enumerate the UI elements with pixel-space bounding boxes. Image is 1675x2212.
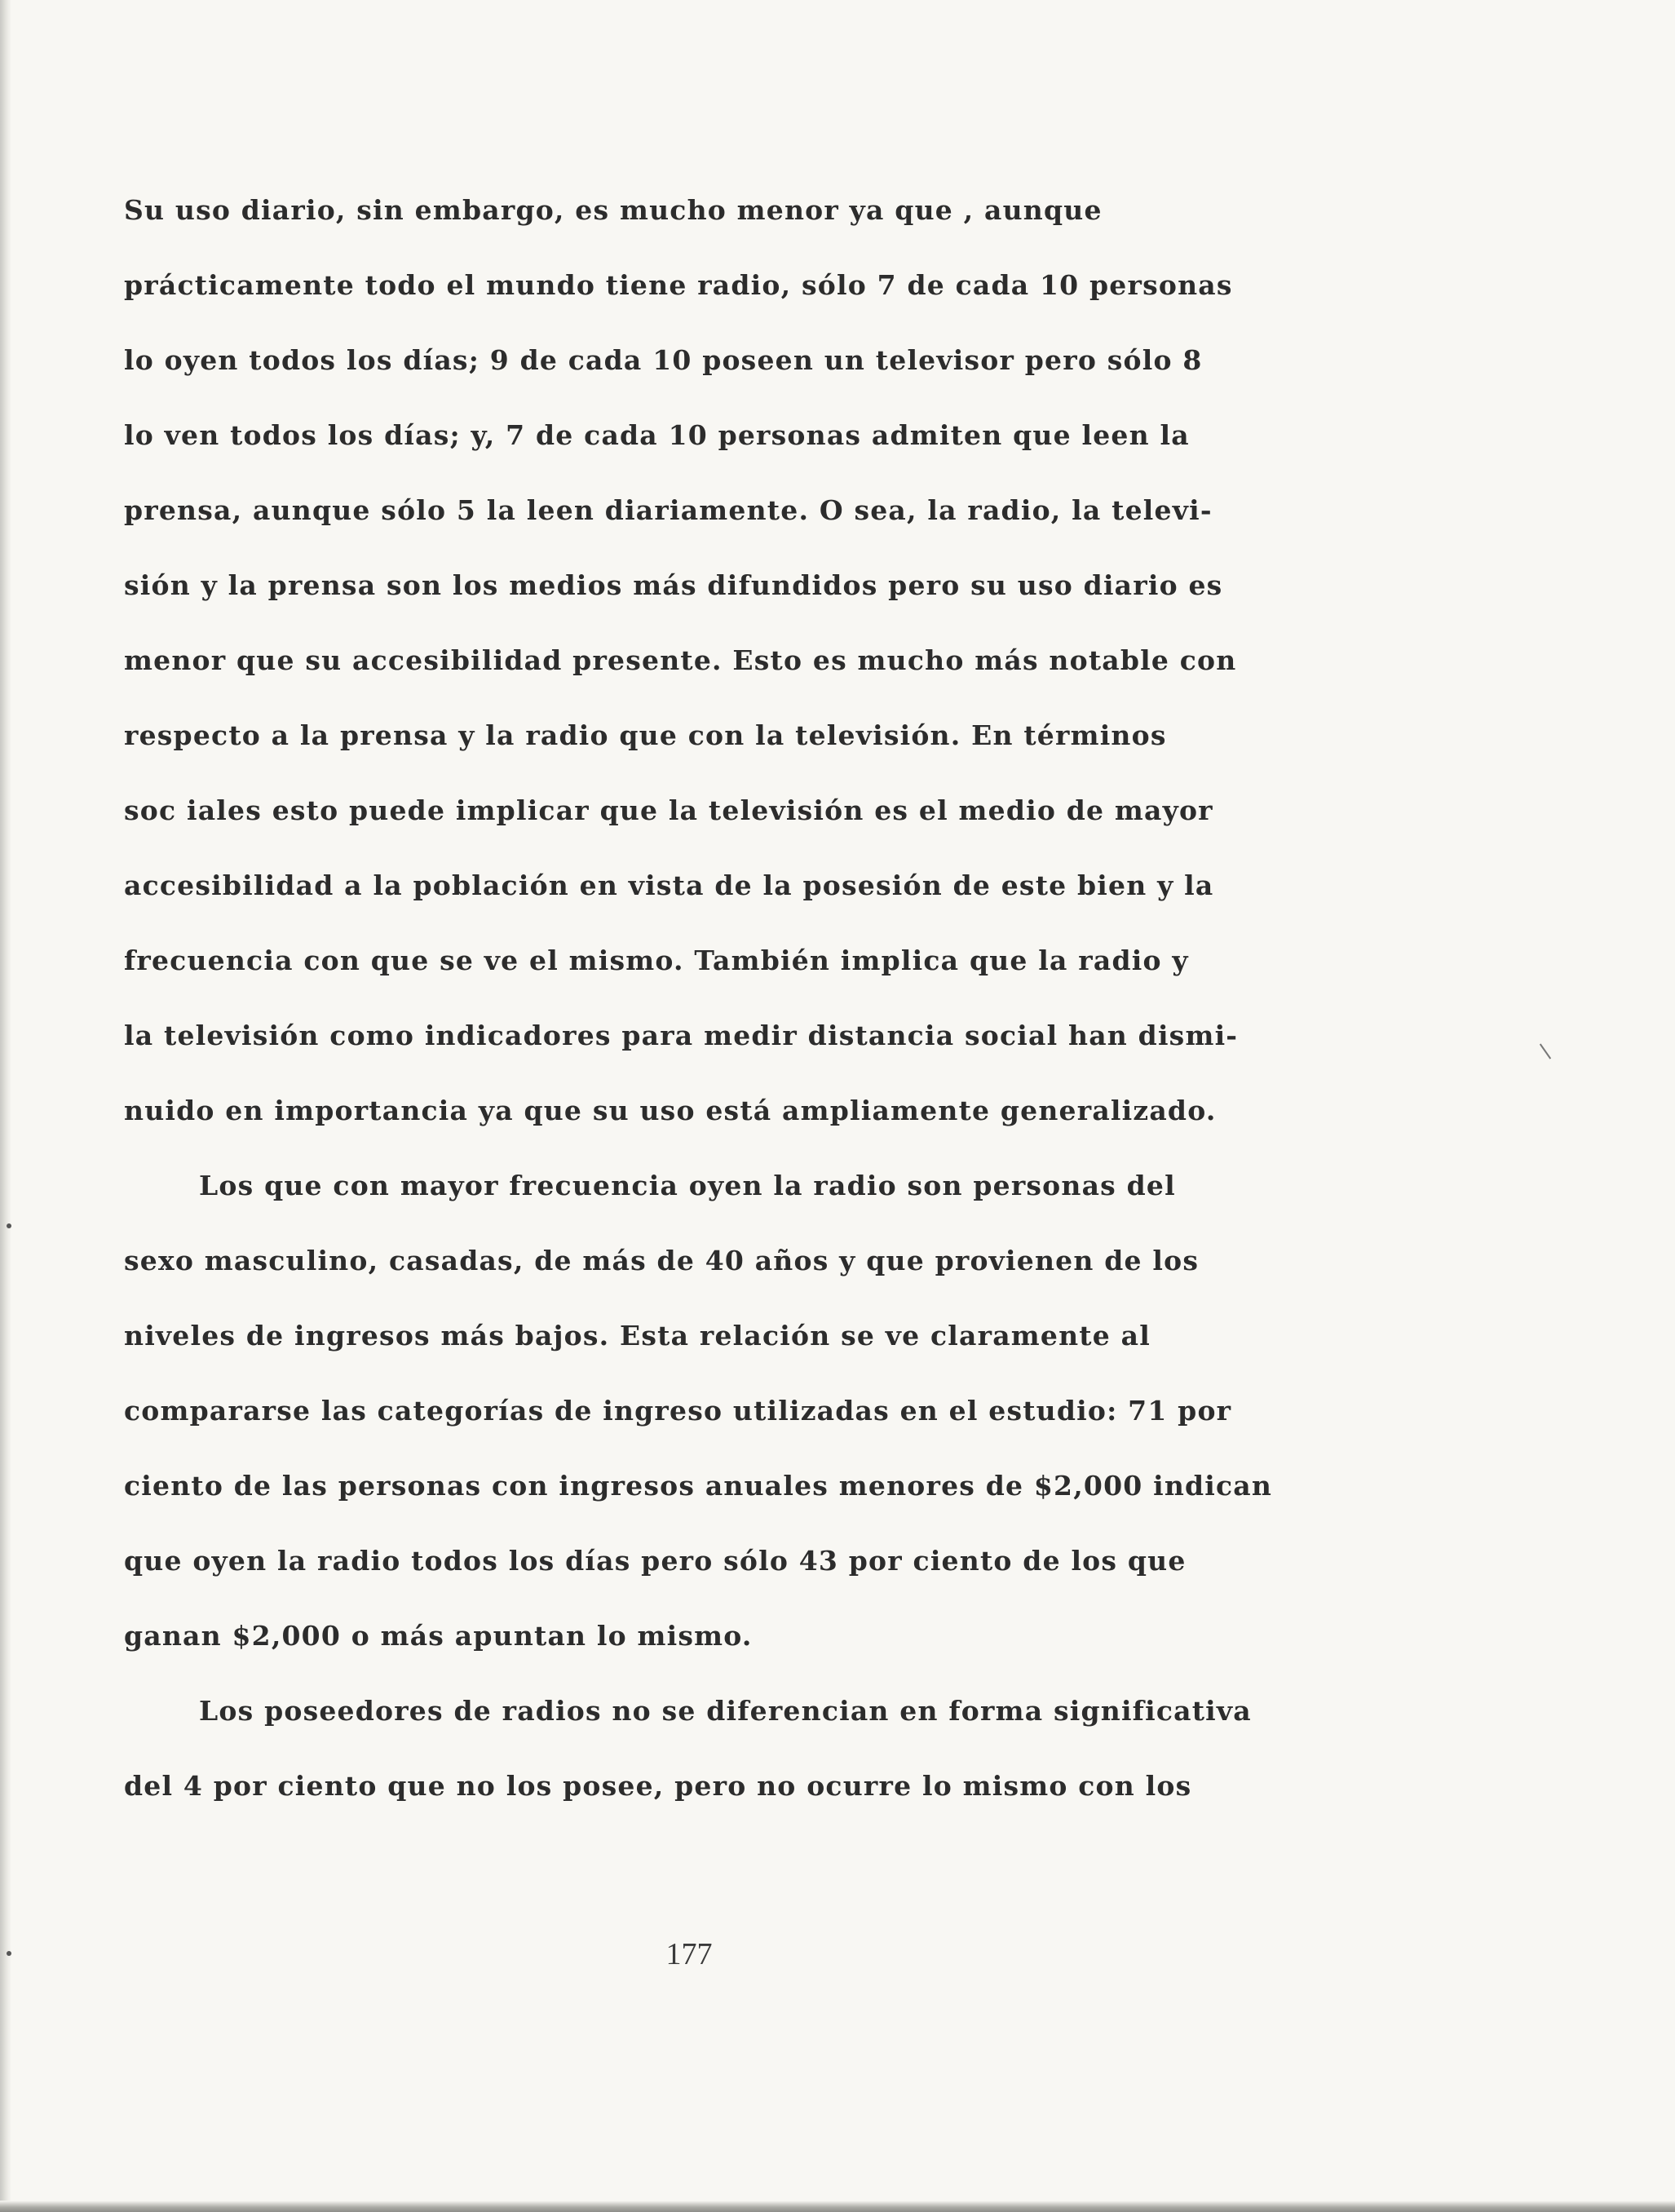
text-line: accesibilidad a la población en vista de la posesión de este bien y la (124, 869, 1214, 901)
scan-mark (1540, 1043, 1551, 1059)
scan-speck (7, 1223, 11, 1228)
text-line: lo ven todos los días; y, 7 de cada 10 personas admiten que leen la (124, 419, 1190, 451)
body-text (124, 173, 1298, 1824)
text-line: compararse las categorías de ingreso utilizadas en el estudio: 71 por (124, 1395, 1232, 1427)
scan-speck (7, 1951, 11, 1956)
text-line: soc iales esto puede implicar que la televisión es el medio de mayor (124, 794, 1213, 826)
page-number: 177 (665, 1937, 713, 1971)
page-left-edge-shadow (0, 0, 11, 2212)
text-line: nuido en importancia ya que su uso está ampliamente generalizado. (124, 1095, 1217, 1126)
text-line: lo oyen todos los días; 9 de cada 10 poseen un televisor pero sólo 8 (124, 344, 1203, 376)
text-line: ganan $2,000 o más apuntan lo mismo. (124, 1620, 753, 1652)
text-line: ciento de las personas con ingresos anuales menores de $2,000 indican (124, 1470, 1273, 1502)
text-line: sexo masculino, casadas, de más de 40 años y que provienen de los (124, 1245, 1200, 1276)
text-line: Los poseedores de radios no se diferencian en forma significativa (199, 1695, 1252, 1727)
text-line: del 4 por ciento que no los posee, pero no ocurre lo mismo con los (124, 1770, 1192, 1802)
text-line: prensa, aunque sólo 5 la leen diariamente. O sea, la radio, la televi- (124, 494, 1213, 526)
text-line: respecto a la prensa y la radio que con la televisión. En términos (124, 719, 1167, 751)
text-line: la televisión como indicadores para medir distancia social han dismi- (124, 1020, 1239, 1051)
text-line: prácticamente todo el mundo tiene radio, sólo 7 de cada 10 personas (124, 269, 1233, 301)
page-bottom-edge-shadow (0, 2201, 1675, 2212)
text-line: Los que con mayor frecuencia oyen la radio son personas del (199, 1170, 1176, 1201)
text-line: sión y la prensa son los medios más difundidos pero su uso diario es (124, 569, 1223, 601)
text-line: niveles de ingresos más bajos. Esta relación se ve claramente al (124, 1320, 1151, 1352)
text-line: frecuencia con que se ve el mismo. También implica que la radio y (124, 945, 1189, 976)
text-line: menor que su accesibilidad presente. Esto es mucho más notable con (124, 644, 1237, 676)
text-line: que oyen la radio todos los días pero sólo 43 por ciento de los que (124, 1545, 1187, 1577)
text-line: Su uso diario, sin embargo, es mucho menor ya que , aunque (124, 194, 1103, 226)
